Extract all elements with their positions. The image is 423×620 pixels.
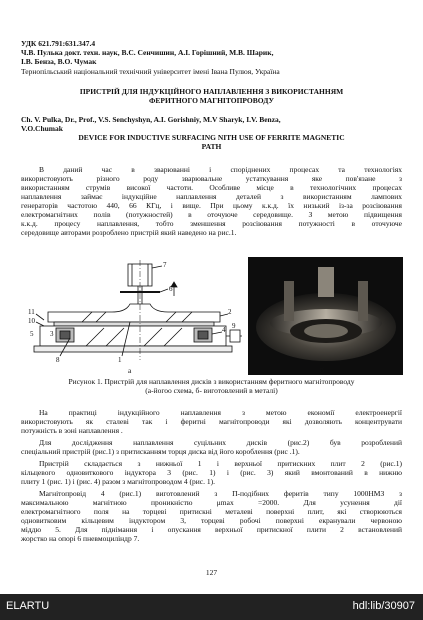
figure-photo bbox=[248, 257, 403, 375]
callout-11: 11 bbox=[28, 308, 35, 316]
authors-en-line-2: V.O.Chumak bbox=[21, 124, 63, 133]
callout-9: 9 bbox=[232, 322, 236, 330]
para5-line: одновитковим кільцевим індуктором 3, торцеві робочі поверхні екранували червоною bbox=[21, 516, 402, 525]
para1-line: В даний час в зварюванні і споріднених процесах та технологіях bbox=[39, 165, 402, 174]
figure-schematic bbox=[26, 256, 242, 374]
affiliation: Тернопільський національний технічний університет імені Івана Пулюя, Україна bbox=[21, 67, 280, 76]
callout-10: 10 bbox=[28, 317, 35, 325]
title-en-line-2: PATH bbox=[201, 142, 222, 151]
para3-line: Для дослідження наплавлення суцільних дисків (рис.2) був розроблений bbox=[39, 438, 402, 447]
para5-line: Магнітопровід 4 (рис.1) виготовлений з П-подібних феритів типу 1000НМЗ з bbox=[39, 489, 402, 498]
udc-code: УДК 621.791:631.347.4 bbox=[21, 39, 96, 48]
callout-2: 2 bbox=[228, 308, 232, 316]
para3-line: спеціальний пристрій (рис.1) з притисканням торця диска від його короблення (рис .1). bbox=[21, 447, 300, 456]
para5-line: максимальною магнітною проникністю μmax =2000. Для усунення дії bbox=[21, 498, 402, 507]
para2-line: потужність в зоні наплавлення . bbox=[21, 426, 123, 435]
figure-label-b: б bbox=[320, 366, 324, 375]
para1-line: к.к.д. процесу наплавлення, тобто зменшення розсіювання потужності в оточуюче bbox=[21, 219, 402, 228]
footer-repository-name: ELARTU bbox=[6, 600, 50, 612]
title-ua-line-1: ПРИСТРІЙ ДЛЯ ІНДУКЦІЙНОГО НАПЛАВЛЕННЯ З ВИКОРИСТАННЯМ bbox=[79, 87, 344, 96]
para4-line: Пристрій складається з нижньої 1 і верхньої притискних плит 2 (рис.1) bbox=[39, 459, 402, 468]
authors-ua-line-2: І.В. Бенза, В.О. Чумак bbox=[21, 57, 97, 66]
callout-6: 6 bbox=[169, 285, 173, 293]
authors-ua-line-1: Ч.В. Пулька докт. техн. наук, В.С. Сенчишин, А.І. Горішний, М.В. Шарик, bbox=[21, 48, 274, 57]
para1-line: генераторів частотою 440, 66 КГц, і вище. При цьому к.к.д. їх низький із-за розсіювання bbox=[21, 201, 402, 210]
figure-caption-line-2: (а-йогоо схема, б- виготовлений в металі) bbox=[145, 386, 278, 395]
authors-en-line-1: Ch. V. Pulka, Dr., Prof., V.S. Senchyshyn, A.I. Gorishniy, M.V Sharyk, I.V. Benza, bbox=[21, 115, 281, 124]
footer-handle-link[interactable]: hdl:lib/30907 bbox=[352, 600, 415, 612]
callout-1: 1 bbox=[118, 356, 122, 364]
para5-line: жорстко на опорі 6 пневмоциліндр 7. bbox=[21, 534, 140, 543]
title-ua-line-2: ФЕРИТНОГО МАГНІТОПРОВОДУ bbox=[148, 96, 274, 105]
callout-8: 8 bbox=[56, 356, 60, 364]
para4-line: кільцевого одновиткового індуктора 3 (рис. 1) і (рис. 3) який вмонтований в нижню bbox=[21, 468, 402, 477]
para1-line: використанням струмів високої частоти. Особливе місце в технологічних процесах bbox=[21, 183, 402, 192]
para5-line: електромагнітного поля на торцеві притискні металеві поверхні плит, які створюються bbox=[21, 507, 402, 516]
para1-line: використовують різного роду зварювальне устаткування яке пов'язане з bbox=[21, 174, 402, 183]
para1-line: електромагнітних полів (потужностей) в оточуюче середовище. З метою підвищення bbox=[21, 210, 402, 219]
callout-5: 5 bbox=[30, 330, 34, 338]
callout-4: 4 bbox=[222, 326, 226, 334]
callout-7: 7 bbox=[163, 261, 167, 269]
callout-3: 3 bbox=[50, 330, 54, 338]
figure-caption-line-1: Рисунок 1. Пристрій для наплавлення дисків з використанням феритного магнітопроводу bbox=[68, 377, 355, 386]
page-number: 127 bbox=[205, 568, 218, 577]
repository-footer-bar bbox=[0, 594, 423, 620]
para1-line: середовище авторами розроблено пристрій який наведено на рис.1. bbox=[21, 228, 237, 237]
para4-line: плиту 1 (рис. 1) і (рис. 4) разом з магнітопроводом 4 (рис. 1). bbox=[21, 477, 215, 486]
figure-label-a: а bbox=[128, 366, 132, 375]
para5-line: міддю 5. Для піднімання і опускання верхньої притискної плити 2 встановлений bbox=[21, 525, 402, 534]
para2-line: На практиці індукційного наплавлення з метою економії електроенергії bbox=[39, 408, 402, 417]
para1-line: наплавлення займає індукційне наплавлення деталей з використанням лампових bbox=[21, 192, 402, 201]
para2-line: використовують як сталеві так і феритні магнітопроводи які дозволяють концентрувати bbox=[21, 417, 402, 426]
title-en-line-1: DEVICE FOR INDUCTIVE SURFACING NITH USE OF FERRITE MAGNETIC bbox=[78, 133, 345, 142]
